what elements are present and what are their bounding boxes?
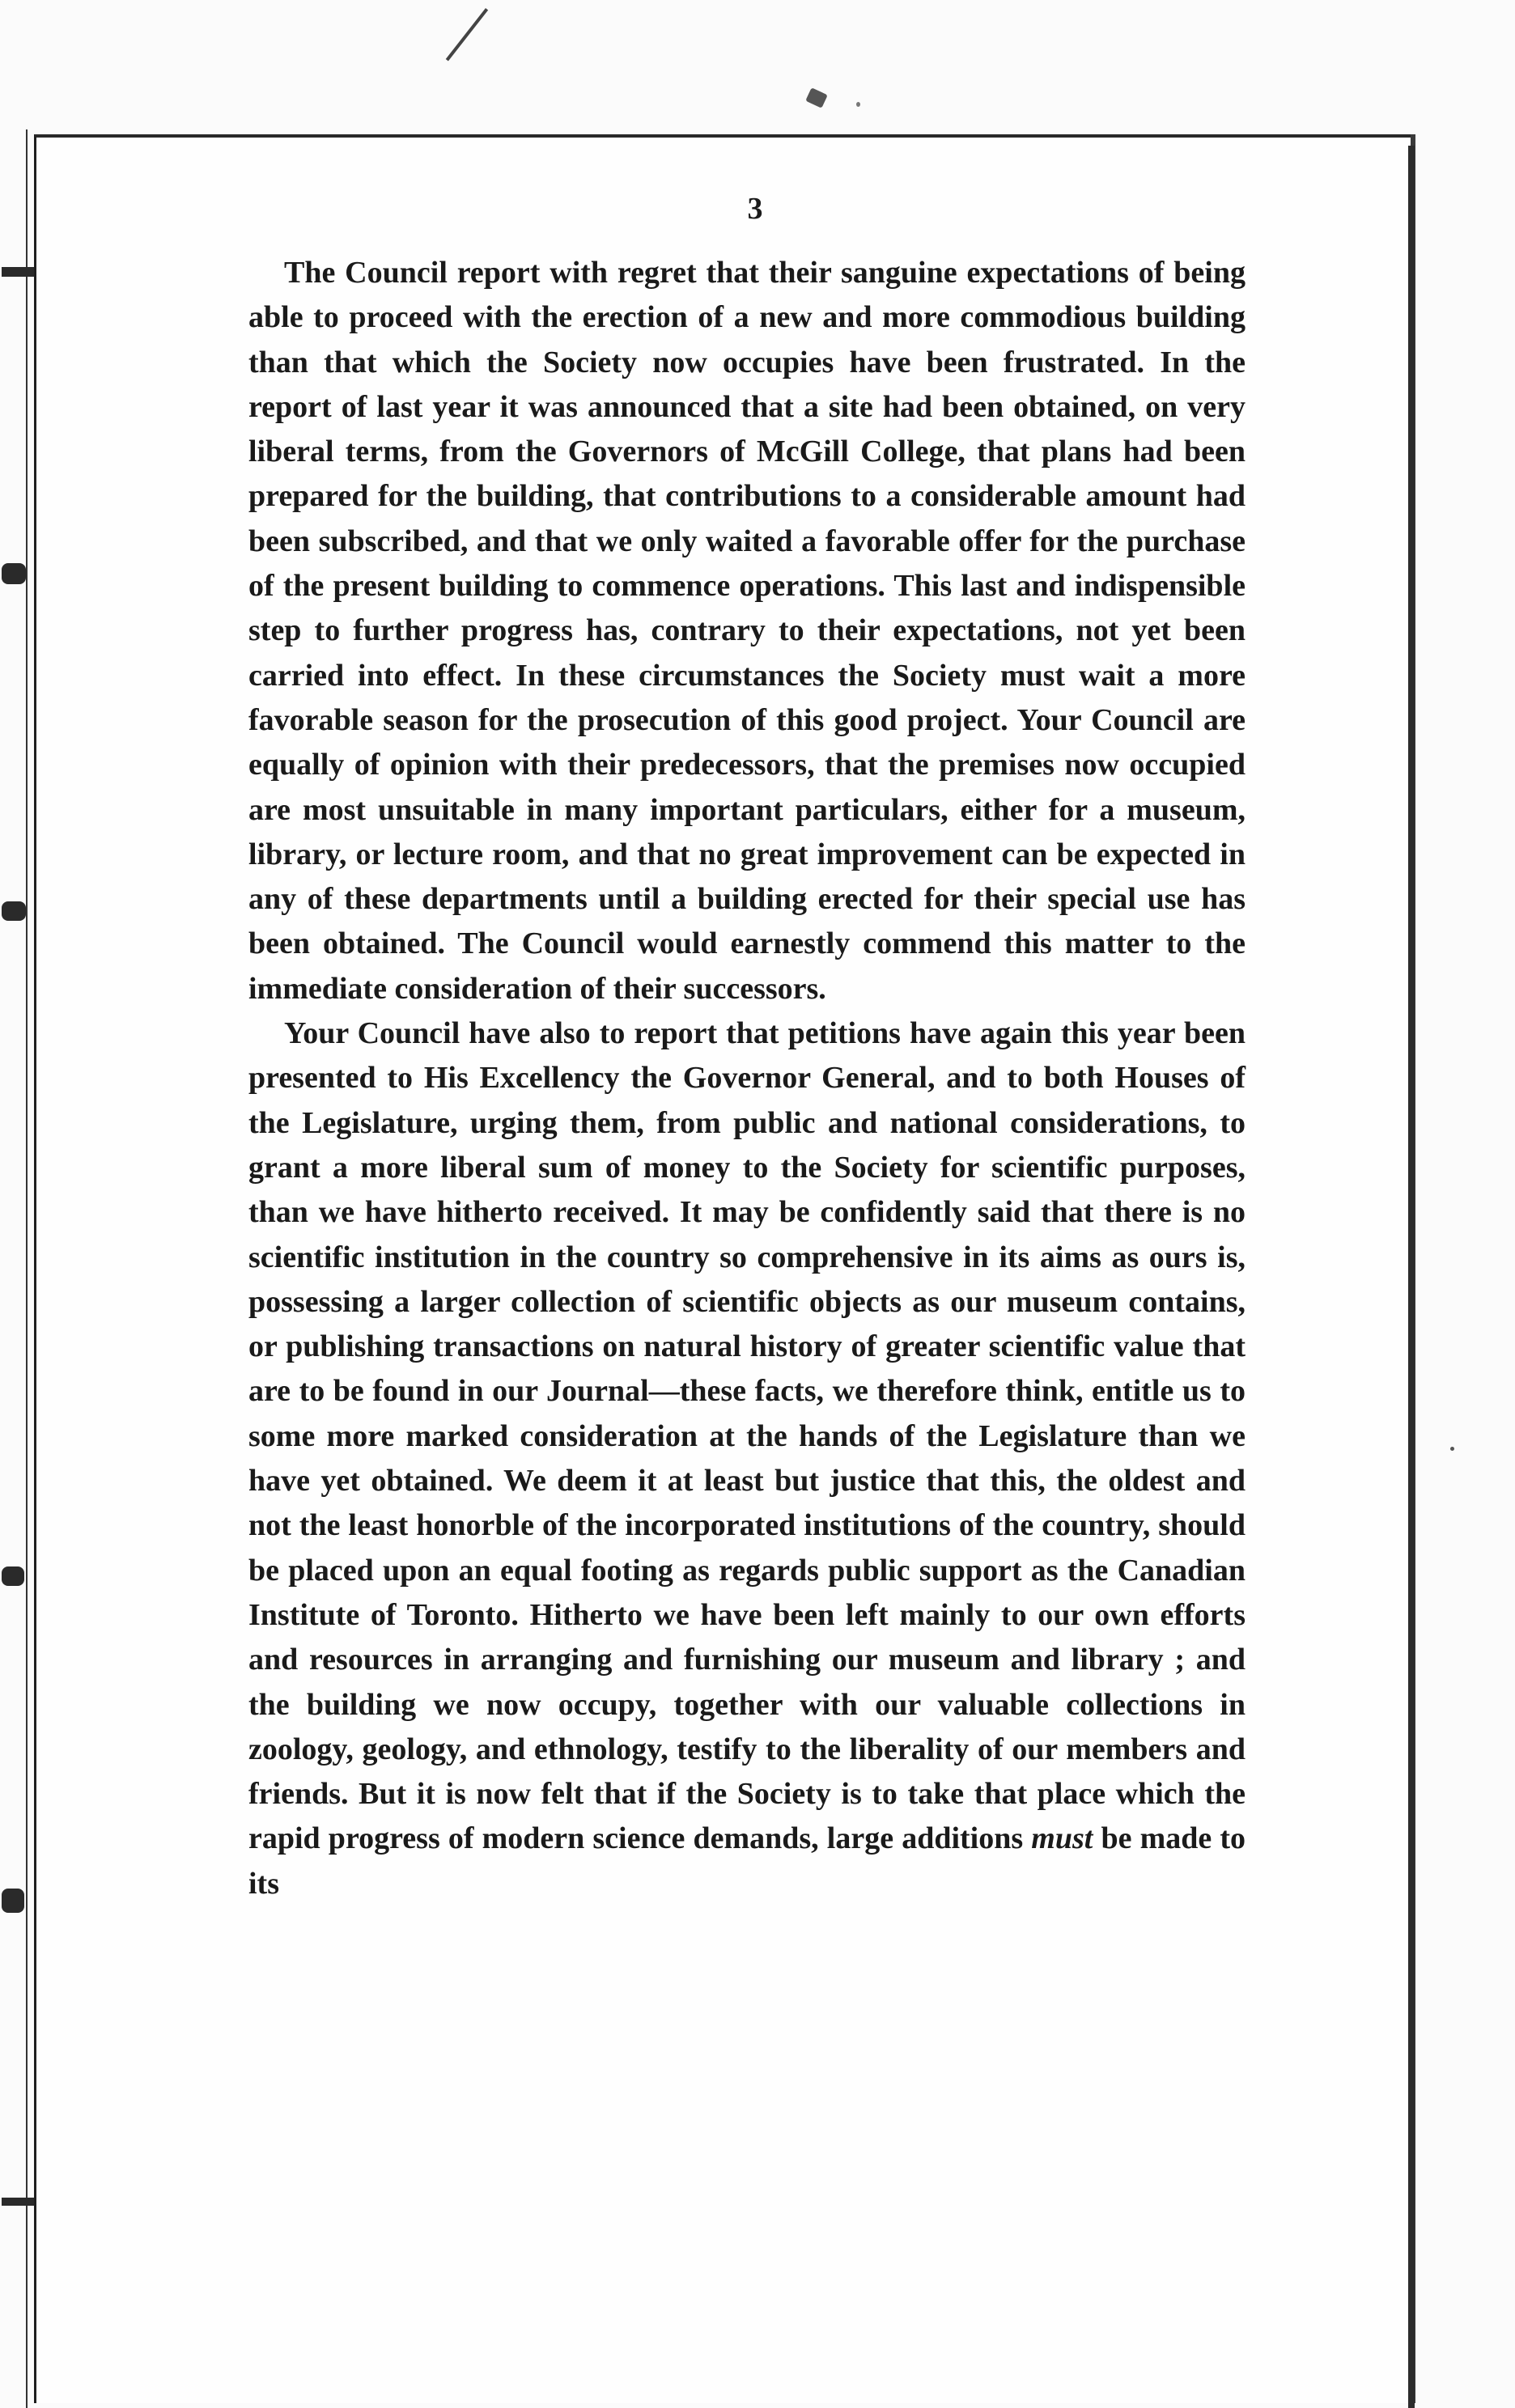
facing-page-edge <box>0 129 28 2408</box>
paragraph-2-end: be made to its <box>248 1821 1246 1901</box>
binding-mark <box>2 563 26 584</box>
page-body <box>248 251 1246 1906</box>
binding-mark <box>2 1566 24 1586</box>
paragraph-1: The Council report with regret that their sanguine expectations of being able to proceed with the erection of a new and more commodious building than that which the Society now occupies have been frustrated. In the report of last year it was announced that a site had been obtained, on very liberal terms, from the Governors of McGill College, that plans had been prepared for the building, that contributions to a considerable amount had been subscribed, and that we only waited a favorable offer for the purchase of the present building to commence operations. This last and indispensible step to further progress has, contrary to their expectations, not yet been carried into effect. In these circumstances the Society must wait a more favorable season for the prosecution of this good project. Your Council are equally of opinion with their predecessors, that the premises now occupied are most unsuitable in many important particulars, either for a museum, library, or lecture room, and that no great improvement can be expected in any of these departments until a building erected for their special use has been obtained. The Council would earnestly commend this matter to the immediate consideration of their successors. <box>248 256 1246 1006</box>
binding-mark <box>2 1889 24 1913</box>
scan-artifact-dot <box>1450 1447 1454 1451</box>
scan-artifact-scratch <box>446 8 488 61</box>
book-page <box>34 134 1411 2403</box>
page-right-edge <box>1408 146 1415 2408</box>
binding-mark <box>2 267 34 277</box>
paragraph-2 <box>248 1011 1246 1906</box>
page-number: 3 <box>747 192 763 226</box>
binding-mark <box>2 2198 34 2206</box>
scan-artifact-dot <box>856 102 860 107</box>
scan-artifact-blot <box>805 87 828 108</box>
paragraph-2-text: Your Council have also to report that petitions have again this year been presented to His Excellency the Governor General, and to both Houses of the Legislature, urging them, from public and national considerations, to grant a more liberal sum of money to the Society for scientific purposes, than we have hitherto received. It may be confidently said that there is no scientific institution in the country so comprehensive in its aims as ours is, possessing a larger collection of scientific objects as our museum contains, or publishing transactions on natural history of greater scientific value that are to be found in our Journal—these facts, we therefore think, entitle us to some more marked consideration at the hands of the Legislature than we have yet obtained. We deem it at least but justice that this, the oldest and not the least honorble of the incorporated institutions of the country, should be placed upon an equal footing as regards public support as the Canadian Institute of Toronto. Hitherto we have been left mainly to our own efforts and resources in arranging and furnishing our museum and library ; and the building we now occupy, together with our valuable collections in zoology, geology, and ethnology, testify to the liberality of our members and friends. But it is now felt that if the Society is to take that place which the rapid progress of modern science demands, large additions <box>248 1016 1246 1856</box>
italic-word: must <box>1031 1821 1093 1856</box>
binding-mark <box>2 901 26 921</box>
